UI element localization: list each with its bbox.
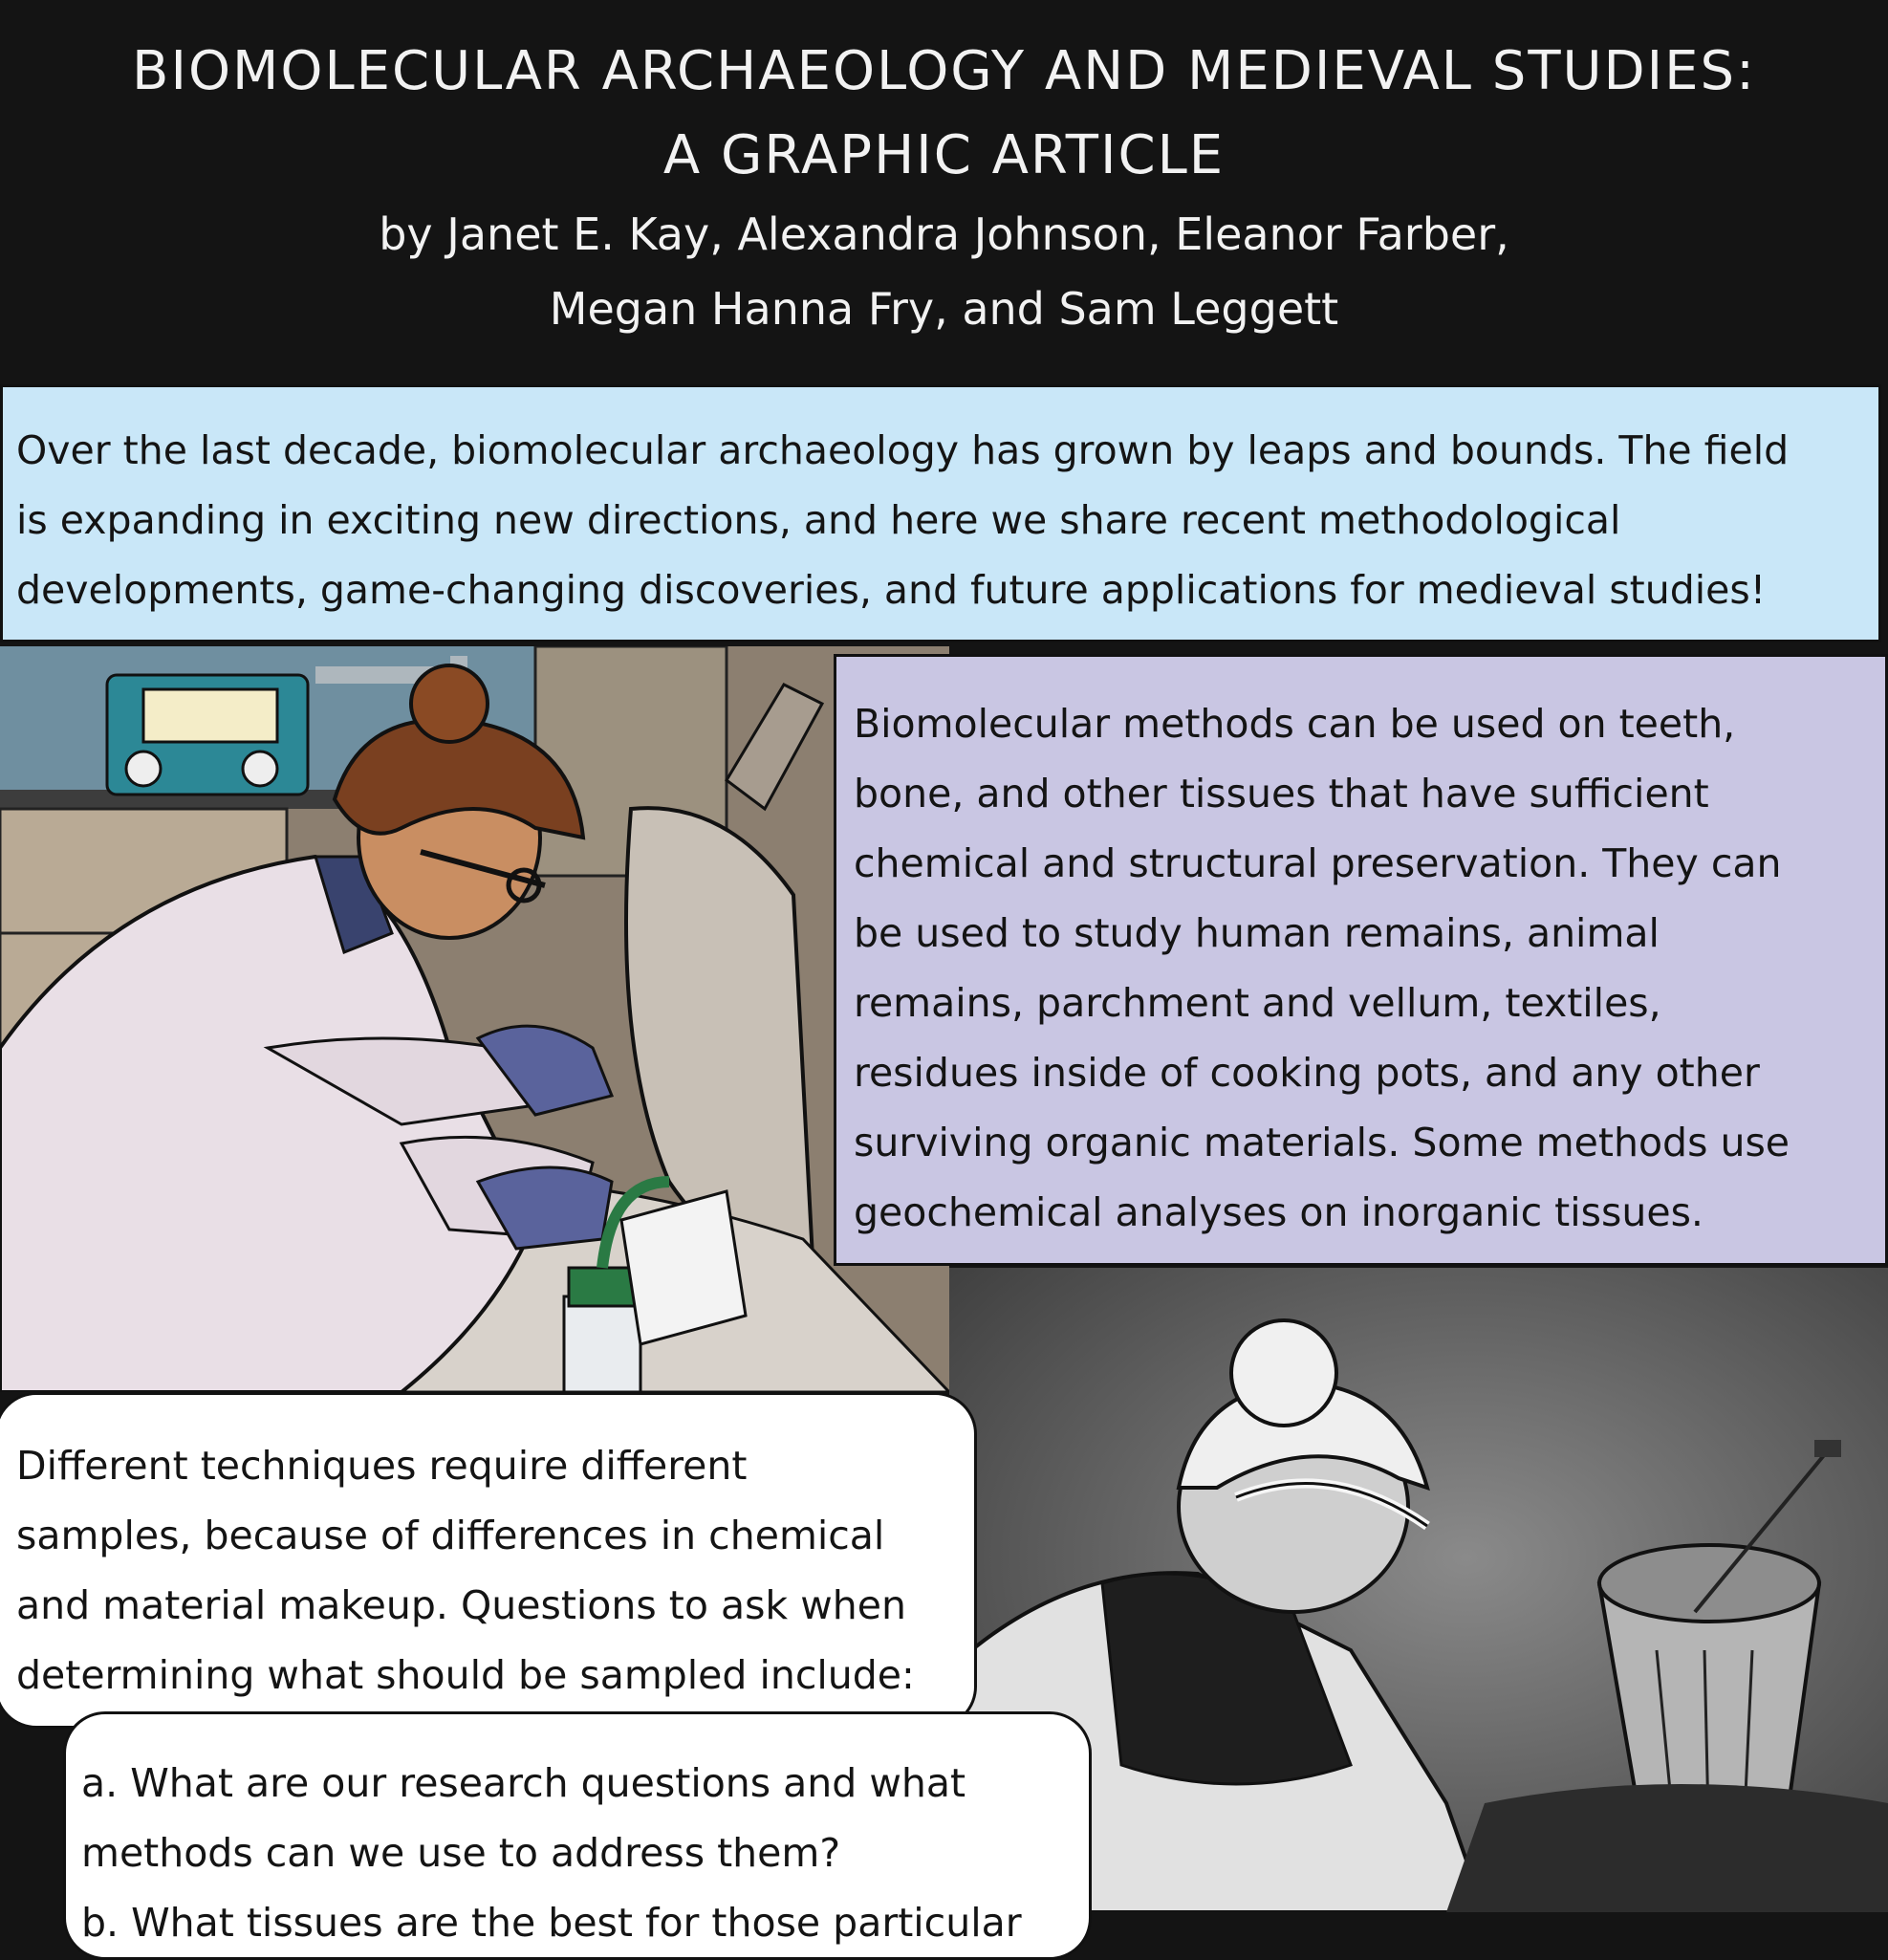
author-line-2: Megan Hanna Fry, and Sam Leggett [549,283,1339,335]
bubble-line: Different techniques require different [16,1443,748,1489]
caption-line: residues inside of cooking pots, and any other [854,1050,1760,1096]
intro-caption-box [0,384,1881,642]
caption-line: surviving organic materials. Some methods use [854,1120,1790,1165]
questions-speech-bubble [63,1711,1092,1960]
caption-line: bone, and other tissues that have sufficient [854,771,1709,817]
intro-line: developments, game-changing discoveries, and future applications for medieval studies! [16,567,1767,613]
materials-caption-box [834,654,1888,1266]
bubble-line: and material makeup. Questions to ask when [16,1582,906,1628]
caption-line: be used to study human remains, animal [854,910,1660,956]
bubble-line: samples, because of differences in chemical [16,1513,885,1558]
article-title-line-1: BIOMOLECULAR ARCHAEOLOGY AND MEDIEVAL STUDIES: [132,40,1756,102]
title-panel [0,0,1888,375]
question-line: a. What are our research questions and what [81,1760,966,1806]
caption-line: geochemical analyses on inorganic tissues. [854,1189,1704,1235]
author-line-1: by Janet E. Kay, Alexandra Johnson, Eleanor Farber, [379,208,1509,260]
lab-illustration-panel [0,646,949,1392]
intro-line: is expanding in exciting new directions, and here we share recent methodological [16,497,1621,543]
bubble-line: determining what should be sampled include: [16,1652,915,1698]
question-line: methods can we use to address them? [81,1830,841,1876]
caption-line: chemical and structural preservation. They can [854,840,1782,886]
caption-line: remains, parchment and vellum, textiles, [854,980,1661,1026]
intro-line: Over the last decade, biomolecular archaeology has grown by leaps and bounds. The field [16,427,1790,473]
article-title-line-2: A GRAPHIC ARTICLE [662,124,1226,186]
lab-scene-illustration [0,646,949,1392]
caption-line: Biomolecular methods can be used on teeth, [854,701,1736,747]
question-line: b. What tissues are the best for those particular [81,1900,1022,1946]
sampling-speech-bubble [0,1392,977,1729]
